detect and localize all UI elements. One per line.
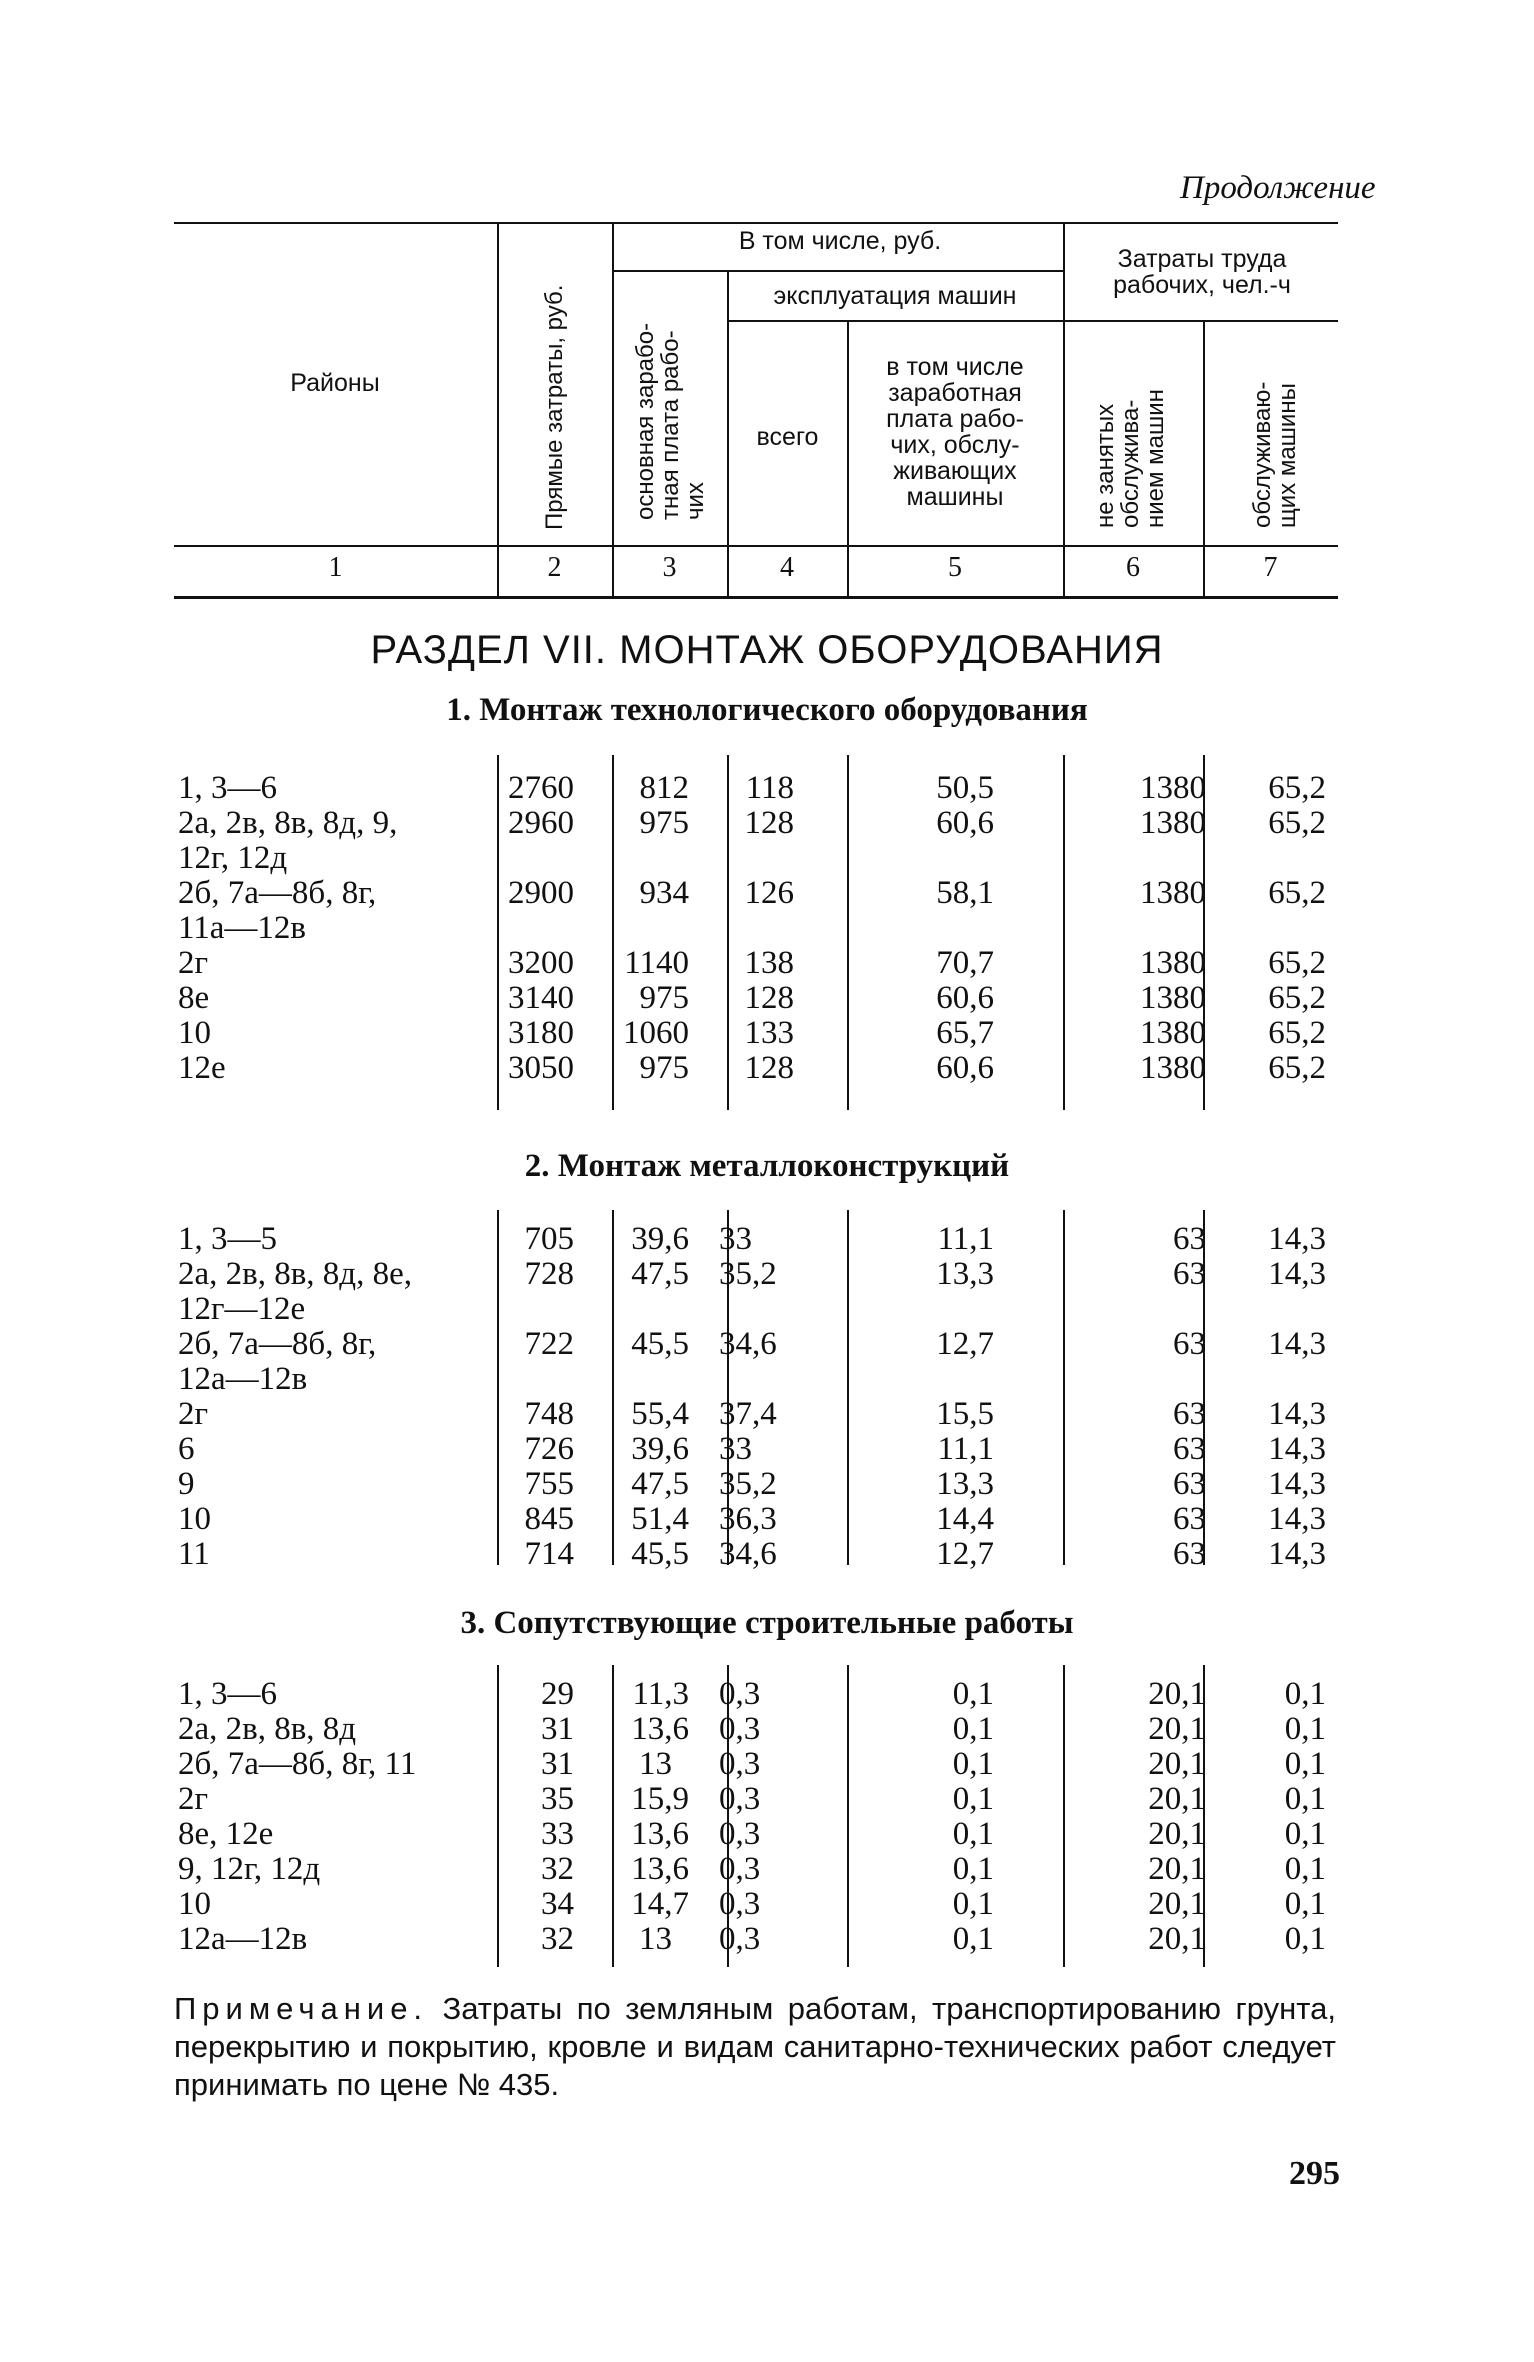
cell: 45,5 xyxy=(631,1326,689,1362)
region-line: 2б, 7а—8б, 8г, xyxy=(178,875,377,911)
table-row xyxy=(174,1887,1336,1922)
cell: 812 xyxy=(639,770,689,806)
header-bottom-rule xyxy=(174,545,1338,547)
cell: 35,2 xyxy=(719,1466,777,1502)
cell: 20,1 xyxy=(1148,1851,1206,1887)
cell: 14,3 xyxy=(1268,1221,1326,1257)
cell: 11,1 xyxy=(937,1221,994,1257)
cell: 47,5 xyxy=(631,1256,689,1292)
table-row xyxy=(174,981,1336,1016)
table-row xyxy=(174,946,1336,981)
cell: 60,6 xyxy=(936,805,994,841)
footnote xyxy=(174,1990,1336,2104)
cell: 0,3 xyxy=(719,1781,761,1817)
cell: 14,3 xyxy=(1268,1396,1326,1432)
region-line: 12а—12в xyxy=(178,1921,308,1957)
region-line: 9 xyxy=(178,1466,195,1502)
cell: 0,1 xyxy=(1284,1781,1326,1817)
region-line: 11а—12в xyxy=(178,910,307,946)
table-row xyxy=(174,876,1336,946)
region-line: 6 xyxy=(178,1431,195,1467)
region-cell xyxy=(178,1397,488,1432)
header-top-rule xyxy=(174,222,1338,224)
region-line: 2г xyxy=(178,1396,209,1432)
subsection-title: 2. Монтаж металлоконструкций xyxy=(524,1148,1010,1184)
cell: 13,6 xyxy=(631,1711,689,1747)
cell: 1380 xyxy=(1140,1050,1206,1086)
region-line: 11 xyxy=(178,1536,210,1572)
table-section-2 xyxy=(174,1222,1336,1572)
not-engaged-header xyxy=(1093,389,1168,528)
note-text: Затраты по земляным работам, транспортированию грунта, перекрытию и покрытию, кровле и видам санитарно-технических работ следует принимать по цене № 435. xyxy=(174,1991,1336,2102)
region-cell xyxy=(178,876,488,946)
table-row xyxy=(174,771,1336,806)
region-cell xyxy=(178,1887,488,1922)
cell: 3200 xyxy=(508,945,574,981)
cell: 1060 xyxy=(623,1015,689,1051)
page-number: 295 xyxy=(1289,2155,1340,2192)
region-cell xyxy=(178,1537,488,1572)
cell: 728 xyxy=(524,1256,574,1292)
cell: 63 xyxy=(1173,1256,1206,1292)
cell: 1380 xyxy=(1140,875,1206,911)
region-cell xyxy=(178,1712,488,1747)
cell: 14,7 xyxy=(631,1886,689,1922)
region-line: 1, 3—5 xyxy=(178,1221,277,1257)
table-row xyxy=(174,806,1336,876)
cell: 20,1 xyxy=(1148,1816,1206,1852)
cell: 63 xyxy=(1173,1221,1206,1257)
table-row xyxy=(174,1747,1336,1782)
cell: 128 xyxy=(744,1050,794,1086)
cell: 128 xyxy=(744,805,794,841)
region-cell xyxy=(178,981,488,1016)
cell: 0,1 xyxy=(952,1746,994,1782)
region-line: 1, 3—6 xyxy=(178,770,277,806)
header-line: щих машины xyxy=(1274,383,1301,528)
cell: 65,2 xyxy=(1268,945,1326,981)
cell: 47,5 xyxy=(631,1466,689,1502)
region-cell xyxy=(178,1922,488,1957)
cell: 14,3 xyxy=(1268,1256,1326,1292)
cell: 975 xyxy=(639,805,689,841)
table-row xyxy=(174,1222,1336,1257)
cell: 31 xyxy=(541,1746,574,1782)
header-line: не занятых xyxy=(1092,403,1119,528)
cell: 0,1 xyxy=(952,1816,994,1852)
region-cell xyxy=(178,1817,488,1852)
cell: 128 xyxy=(744,980,794,1016)
cell: 35,2 xyxy=(719,1256,777,1292)
col-number: 4 xyxy=(780,552,794,583)
cell: 63 xyxy=(1173,1396,1206,1432)
cell: 138 xyxy=(744,945,794,981)
cell: 0,3 xyxy=(719,1921,761,1957)
region-line: 9, 12г, 12д xyxy=(178,1851,321,1887)
table-row xyxy=(174,1467,1336,1502)
cell: 50,5 xyxy=(936,770,994,806)
cell: 39,6 xyxy=(631,1221,689,1257)
col-number: 6 xyxy=(1126,552,1140,583)
cell: 1380 xyxy=(1140,1015,1206,1051)
cell: 39,6 xyxy=(631,1431,689,1467)
region-line: 2а, 2в, 8в, 8д, 9, xyxy=(178,805,398,841)
cell: 60,6 xyxy=(936,1050,994,1086)
cell: 1380 xyxy=(1140,945,1206,981)
cell: 0,1 xyxy=(1284,1676,1326,1712)
cell: 726 xyxy=(524,1431,574,1467)
machine-operation-header: эксплуатация машин xyxy=(773,282,1017,310)
region-line: 8е, 12е xyxy=(178,1816,274,1852)
region-cell xyxy=(178,1852,488,1887)
table-row xyxy=(174,1537,1336,1572)
region-line: 12г—12е xyxy=(178,1291,306,1327)
cell: 2960 xyxy=(508,805,574,841)
cell: 0,3 xyxy=(719,1746,761,1782)
region-cell xyxy=(178,771,488,806)
region-line: 2б, 7а—8б, 8г, 11 xyxy=(178,1746,417,1782)
table-row xyxy=(174,1782,1336,1817)
table-row xyxy=(174,1327,1336,1397)
table-section-1 xyxy=(174,771,1336,1086)
region-cell xyxy=(178,1502,488,1537)
cell: 51,4 xyxy=(631,1501,689,1537)
cell: 722 xyxy=(524,1326,574,1362)
cell: 755 xyxy=(524,1466,574,1502)
cell: 55,4 xyxy=(631,1396,689,1432)
cell: 58,1 xyxy=(936,875,994,911)
table-section-3 xyxy=(174,1677,1336,1957)
cell: 13,3 xyxy=(936,1256,994,1292)
cell: 0,1 xyxy=(1284,1711,1326,1747)
cell: 3180 xyxy=(508,1015,574,1051)
region-line: 12а—12в xyxy=(178,1361,308,1397)
cell: 65,2 xyxy=(1268,805,1326,841)
cell: 37,4 xyxy=(719,1396,777,1432)
region-line: 12е xyxy=(178,1050,226,1086)
total-header: всего xyxy=(756,423,819,451)
cell: 13,6 xyxy=(631,1851,689,1887)
cell: 14,3 xyxy=(1268,1501,1326,1537)
table-row xyxy=(174,1817,1336,1852)
cell: 13 xyxy=(639,1921,672,1957)
cell: 14,3 xyxy=(1268,1431,1326,1467)
region-cell xyxy=(178,1677,488,1712)
table-row xyxy=(174,1502,1336,1537)
region-cell xyxy=(178,946,488,981)
header-divider xyxy=(612,222,614,596)
cell: 70,7 xyxy=(936,945,994,981)
cell: 12,7 xyxy=(936,1326,994,1362)
cell: 705 xyxy=(524,1221,574,1257)
cell: 0,1 xyxy=(952,1886,994,1922)
region-line: 12г, 12д xyxy=(178,840,288,876)
colnum-bottom-rule xyxy=(174,596,1338,599)
cell: 14,4 xyxy=(936,1501,994,1537)
cell: 14,3 xyxy=(1268,1326,1326,1362)
cell: 65,7 xyxy=(936,1015,994,1051)
cell: 13 xyxy=(639,1746,672,1782)
header-line: рабочих, чел.-ч xyxy=(1113,271,1291,299)
header-line: плата рабо- xyxy=(886,405,1024,433)
cell: 126 xyxy=(744,875,794,911)
header-rule xyxy=(1063,320,1338,322)
note-lead: Примечание. xyxy=(174,1991,429,2026)
cell: 0,1 xyxy=(952,1781,994,1817)
table-row xyxy=(174,1922,1336,1957)
cell: 1380 xyxy=(1140,980,1206,1016)
cell: 12,7 xyxy=(936,1536,994,1572)
region-line: 2б, 7а—8б, 8г, xyxy=(178,1326,377,1362)
cell: 60,6 xyxy=(936,980,994,1016)
cell: 45,5 xyxy=(631,1536,689,1572)
header-line: машины xyxy=(906,483,1004,511)
cell: 34,6 xyxy=(719,1326,777,1362)
cell: 0,1 xyxy=(1284,1851,1326,1887)
region-cell xyxy=(178,1327,488,1397)
cell: 133 xyxy=(744,1015,794,1051)
cell: 36,3 xyxy=(719,1501,777,1537)
header-line: заработная xyxy=(888,379,1022,407)
cell: 0,1 xyxy=(952,1851,994,1887)
cell: 2900 xyxy=(508,875,574,911)
col-number: 3 xyxy=(662,552,677,583)
subsection-title: 1. Монтаж технологического оборудования xyxy=(446,692,1088,728)
cell: 0,1 xyxy=(952,1711,994,1747)
table-row xyxy=(174,1432,1336,1467)
cell: 63 xyxy=(1173,1536,1206,1572)
header-divider xyxy=(1063,222,1065,596)
region-cell xyxy=(178,1467,488,1502)
cell: 934 xyxy=(639,875,689,911)
table-row xyxy=(174,1257,1336,1327)
region-line: 2а, 2в, 8в, 8д xyxy=(178,1711,357,1747)
region-cell xyxy=(178,1016,488,1051)
cell: 0,3 xyxy=(719,1851,761,1887)
cell: 14,3 xyxy=(1268,1536,1326,1572)
cell: 1380 xyxy=(1140,805,1206,841)
base-wage-header xyxy=(633,323,708,520)
header-line: тная плата рабо- xyxy=(657,330,684,520)
col-number: 2 xyxy=(547,552,562,583)
cell: 0,1 xyxy=(1284,1746,1326,1782)
header-line: в том числе xyxy=(886,353,1024,381)
cell: 1140 xyxy=(624,945,689,981)
table-row xyxy=(174,1852,1336,1887)
cell: 33 xyxy=(719,1431,752,1467)
cell: 63 xyxy=(1173,1501,1206,1537)
header-line: живающих xyxy=(893,457,1017,485)
cell: 35 xyxy=(541,1781,574,1817)
cell: 0,3 xyxy=(719,1886,761,1922)
col-number: 7 xyxy=(1263,552,1278,583)
region-line: 2г xyxy=(178,1781,209,1817)
cell: 3050 xyxy=(508,1050,574,1086)
header-rule xyxy=(612,270,1063,272)
header-line: Затраты труда xyxy=(1117,245,1287,273)
region-cell xyxy=(178,1432,488,1467)
cell: 65,2 xyxy=(1268,770,1326,806)
cell: 1380 xyxy=(1140,770,1206,806)
cell: 714 xyxy=(524,1536,574,1572)
cell: 20,1 xyxy=(1148,1676,1206,1712)
cell: 63 xyxy=(1173,1431,1206,1467)
labor-costs-header xyxy=(1066,246,1338,298)
region-cell xyxy=(178,1222,488,1257)
cell: 3140 xyxy=(508,980,574,1016)
cell: 33 xyxy=(541,1816,574,1852)
region-line: 8е xyxy=(178,980,210,1016)
cell: 0,3 xyxy=(719,1816,761,1852)
table-row xyxy=(174,1051,1336,1086)
cell: 20,1 xyxy=(1148,1921,1206,1957)
cell: 13,6 xyxy=(631,1816,689,1852)
regions-header: Районы xyxy=(290,369,380,397)
continuation-label: Продолжение xyxy=(1180,170,1376,206)
region-line: 10 xyxy=(178,1015,211,1051)
cell: 20,1 xyxy=(1148,1746,1206,1782)
cell: 11,3 xyxy=(632,1676,689,1712)
including-header: В том числе, руб. xyxy=(738,227,942,255)
header-line: обслужива- xyxy=(1117,399,1144,528)
header-rule xyxy=(727,320,1063,322)
cell: 0,1 xyxy=(1284,1816,1326,1852)
col-number: 5 xyxy=(948,552,962,583)
cell: 0,1 xyxy=(1284,1886,1326,1922)
cell: 65,2 xyxy=(1268,1050,1326,1086)
cell: 29 xyxy=(541,1676,574,1712)
region-cell xyxy=(178,1257,488,1327)
header-line: основная зарабо- xyxy=(632,322,659,520)
cell: 845 xyxy=(524,1501,574,1537)
cell: 32 xyxy=(541,1921,574,1957)
region-cell xyxy=(178,1051,488,1086)
cell: 11,1 xyxy=(937,1431,994,1467)
cell: 32 xyxy=(541,1851,574,1887)
region-cell xyxy=(178,1782,488,1817)
cell: 65,2 xyxy=(1268,980,1326,1016)
cell: 33 xyxy=(719,1221,752,1257)
direct-costs-header: Прямые затраты, руб. xyxy=(541,284,568,530)
cell: 63 xyxy=(1173,1326,1206,1362)
header-line: нием машин xyxy=(1142,389,1169,528)
cell: 975 xyxy=(639,980,689,1016)
region-cell xyxy=(178,806,488,876)
table-row xyxy=(174,1016,1336,1051)
cell: 13,3 xyxy=(936,1466,994,1502)
cell: 0,1 xyxy=(952,1921,994,1957)
header-line: чих xyxy=(682,482,709,520)
section-title: РАЗДЕЛ VII. МОНТАЖ ОБОРУДОВАНИЯ xyxy=(370,628,1164,672)
cell: 15,9 xyxy=(631,1781,689,1817)
cell: 748 xyxy=(524,1396,574,1432)
cell: 2760 xyxy=(508,770,574,806)
cell: 65,2 xyxy=(1268,875,1326,911)
cell: 0,1 xyxy=(1284,1921,1326,1957)
cell: 65,2 xyxy=(1268,1015,1326,1051)
cell: 20,1 xyxy=(1148,1781,1206,1817)
cell: 20,1 xyxy=(1148,1886,1206,1922)
cell: 31 xyxy=(541,1711,574,1747)
cell: 0,3 xyxy=(719,1711,761,1747)
serving-header xyxy=(1250,382,1300,528)
header-divider xyxy=(497,222,499,596)
region-line: 2г xyxy=(178,945,209,981)
cell: 975 xyxy=(639,1050,689,1086)
table-row xyxy=(174,1397,1336,1432)
cell: 34,6 xyxy=(719,1536,777,1572)
region-line: 10 xyxy=(178,1886,211,1922)
cell: 0,1 xyxy=(952,1676,994,1712)
region-cell xyxy=(178,1747,488,1782)
cell: 14,3 xyxy=(1268,1466,1326,1502)
cell: 118 xyxy=(745,770,794,806)
cell: 15,5 xyxy=(936,1396,994,1432)
cell: 34 xyxy=(541,1886,574,1922)
region-line: 10 xyxy=(178,1501,211,1537)
col-number: 1 xyxy=(328,552,343,583)
subsection-title: 3. Сопутствующие строительные работы xyxy=(460,1605,1074,1641)
table-row xyxy=(174,1677,1336,1712)
header-line: чих, обслу- xyxy=(890,431,1020,459)
cell: 20,1 xyxy=(1148,1711,1206,1747)
cell: 63 xyxy=(1173,1466,1206,1502)
region-line: 2а, 2в, 8в, 8д, 8е, xyxy=(178,1256,412,1292)
cell: 0,3 xyxy=(719,1676,761,1712)
table-row xyxy=(174,1712,1336,1747)
region-line: 1, 3—6 xyxy=(178,1676,277,1712)
including-wage-header xyxy=(850,354,1060,510)
header-line: обслуживаю- xyxy=(1249,381,1276,528)
